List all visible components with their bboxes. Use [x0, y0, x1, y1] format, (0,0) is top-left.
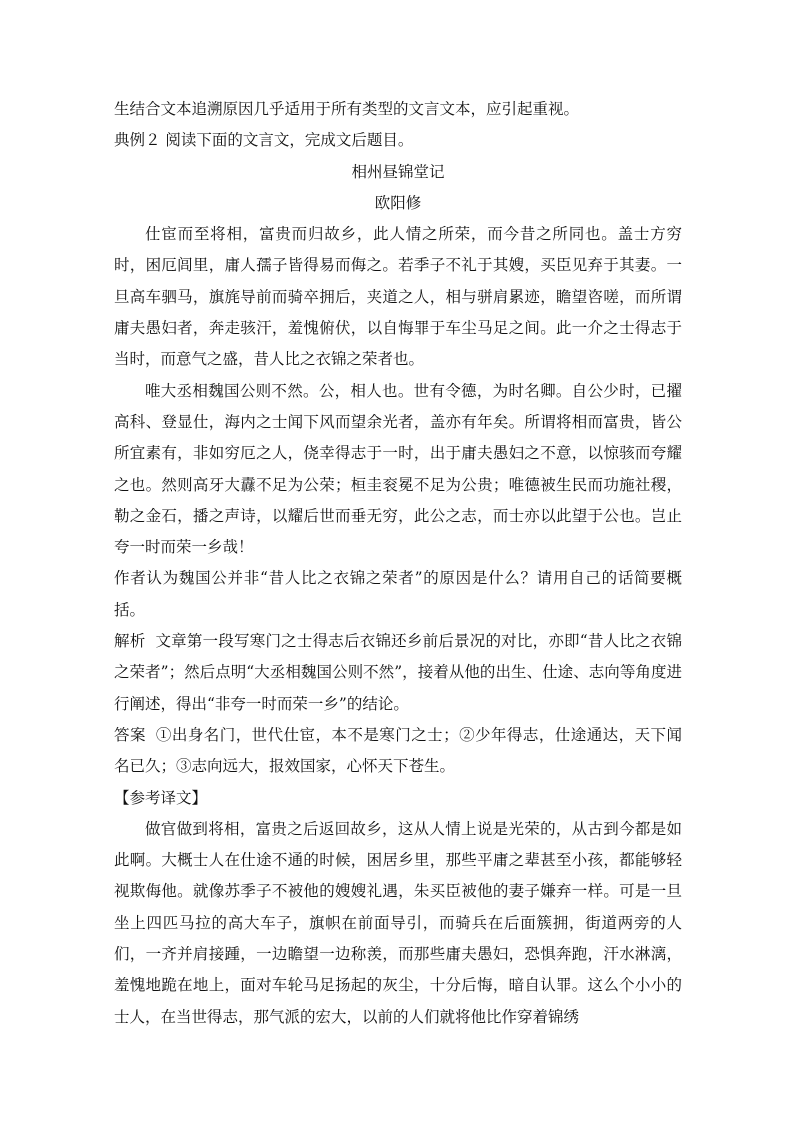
translation-heading: 【参考译文】	[114, 788, 208, 807]
article-paragraph-2: 唯大丞相魏国公则不然。公，相人也。世有令德，为时名卿。自公少时，已擢高科、登显仕，海内之士闻下风而望余光者，盖亦有年矣。所谓将相而富贵，皆公所宜素有，非如穷厄之人，侥幸得志于一时，出于庸夫愚妇之不意，以惊骇而夸耀之也。然则高牙大纛不足为公荣；桓圭衮冕不足为公贵；唯德被生民而功施社稷，勒之金石，播之声诗，以耀后世而垂无穷，此公之志，而士亦以此望于公也。岂止夸一时而荣一乡哉！	[114, 381, 682, 557]
article-paragraph-1: 仕宦而至将相，富贵而归故乡，此人情之所荣，而今昔之所同也。盖士方穷时，困厄闾里，庸人孺子皆得易而侮之。若季子不礼于其嫂，买臣见弃于其妻。一旦高车驷马，旗旄导前而骑卒拥后，夹道之人，相与骈肩累迹，瞻望咨嗟，而所谓庸夫愚妇者，奔走骇汗，羞愧俯伏，以自悔罪于车尘马足之间。此一介之士得志于当时，而意气之盛，昔人比之衣锦之荣者也。	[114, 225, 682, 369]
intro-line: 生结合文本追溯原因几乎适用于所有类型的文言文本，应引起重视。	[114, 100, 580, 118]
analysis-text: 文章第一段写寒门之士得志后衣锦还乡前后景况的对比，亦即“昔人比之衣锦之荣者”；然后点明“大丞相魏国公则不然”，接着从他的出生、仕途、志向等角度进行阐述，得出“非夸一时而荣一乡”的结论。	[114, 632, 682, 713]
article-author: 欧阳修	[374, 193, 422, 212]
document-page	[114, 94, 682, 1033]
example-heading: 典例２ 阅读下面的文言文，完成文后题目。	[114, 131, 414, 150]
answer-text: ①出身名门，世代仕宦，本不是寒门之士；②少年得志，仕途通达，天下闻名已久；③志向远大，报效国家，心怀天下苍生。	[114, 725, 682, 776]
answer-label: 答案	[114, 725, 146, 744]
analysis-block	[114, 626, 682, 720]
article-title: 相州昼锦堂记	[351, 162, 445, 181]
translation-text: 做官做到将相，富贵之后返回故乡，这从人情上说是光荣的，从古到今都是如此啊。大概士人在仕途不通的时候，困居乡里，那些平庸之辈甚至小孩，都能够轻视欺侮他。就像苏季子不被他的嫂嫂礼遇，朱买臣被他的妻子嫌弃一样。可是一旦坐上四匹马拉的高大车子，旗帜在前面导引，而骑兵在后面簇拥，街道两旁的人们，一齐并肩接踵，一边瞻望一边称羡，而那些庸夫愚妇，恐惧奔跑，汗水淋漓，羞愧地跪在地上，面对车轮马足扬起的灰尘，十分后悔，暗自认罪。这么个小小的士人，在当世得志，那气派的宏大，以前的人们就将他比作穿着锦绣	[114, 819, 682, 1026]
answer-block	[114, 720, 682, 783]
analysis-label: 解析	[114, 632, 146, 651]
question-text: 作者认为魏国公并非“昔人比之衣锦之荣者”的原因是什么？请用自己的话简要概括。	[114, 569, 682, 619]
